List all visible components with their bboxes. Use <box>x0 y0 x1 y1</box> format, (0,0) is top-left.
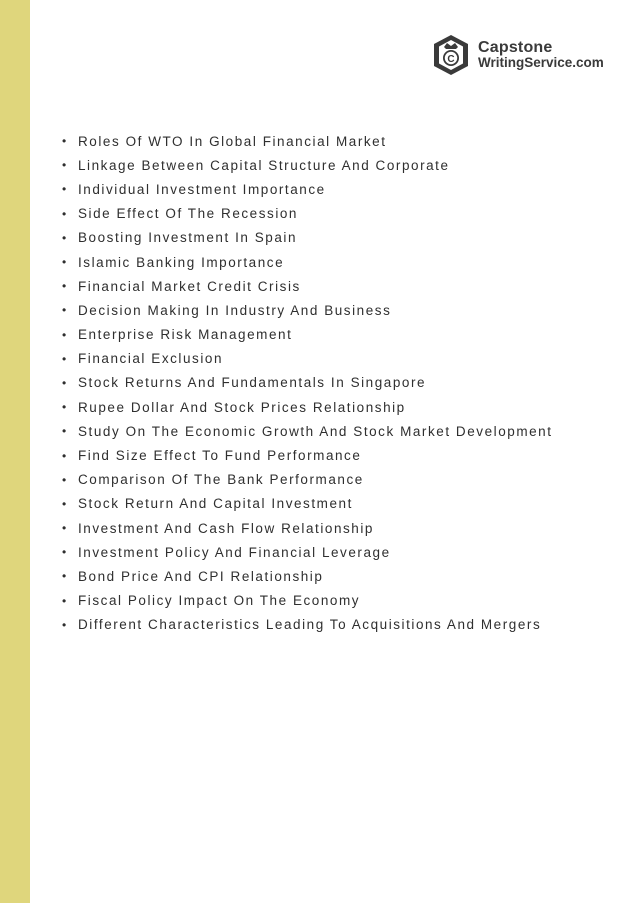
topic-list <box>62 129 553 637</box>
list-item-text: Investment And Cash Flow Relationship <box>78 520 374 536</box>
brand-logo <box>432 34 604 76</box>
list-item <box>62 371 553 395</box>
list-item-text: Decision Making In Industry And Business <box>78 302 392 318</box>
bullet-icon: • <box>62 327 67 342</box>
bullet-icon: • <box>62 472 67 487</box>
bullet-icon: • <box>62 182 67 197</box>
svg-text:C: C <box>447 54 455 65</box>
bullet-icon: • <box>62 593 67 608</box>
list-item-text: Different Characteristics Leading To Acquisitions And Mergers <box>78 617 542 633</box>
list-item-text: Stock Return And Capital Investment <box>78 496 353 512</box>
list-item-text: Islamic Banking Importance <box>78 254 285 270</box>
list-item <box>62 202 553 226</box>
side-stripe <box>0 0 30 903</box>
bullet-icon: • <box>62 496 67 511</box>
list-item-text: Boosting Investment In Spain <box>78 230 298 246</box>
list-item-text: Individual Investment Importance <box>78 181 326 197</box>
list-item-text: Linkage Between Capital Structure And Corporate <box>78 157 450 173</box>
list-item-text: Fiscal Policy Impact On The Economy <box>78 593 361 609</box>
bullet-icon: • <box>62 303 67 318</box>
list-item <box>62 492 553 516</box>
crest-c-icon <box>432 34 470 76</box>
bullet-icon: • <box>62 569 67 584</box>
list-item <box>62 298 553 322</box>
logo-domain: WritingService.com <box>478 55 604 71</box>
bullet-icon: • <box>62 448 67 463</box>
bullet-icon: • <box>62 230 67 245</box>
bullet-icon: • <box>62 279 67 294</box>
bullet-icon: • <box>62 545 67 560</box>
list-item <box>62 589 553 613</box>
list-item-text: Rupee Dollar And Stock Prices Relationship <box>78 399 406 415</box>
list-item <box>62 419 553 443</box>
list-item-text: Find Size Effect To Fund Performance <box>78 448 362 464</box>
list-item <box>62 250 553 274</box>
list-item <box>62 395 553 419</box>
list-item <box>62 129 553 153</box>
bullet-icon: • <box>62 158 67 173</box>
bullet-icon: • <box>62 375 67 390</box>
bullet-icon: • <box>62 617 67 632</box>
bullet-icon: • <box>62 521 67 536</box>
list-item <box>62 468 553 492</box>
list-item <box>62 443 553 467</box>
list-item <box>62 564 553 588</box>
list-item-text: Study On The Economic Growth And Stock Market Development <box>78 423 553 439</box>
list-item <box>62 226 553 250</box>
list-item-text: Comparison Of The Bank Performance <box>78 472 364 488</box>
list-item-text: Bond Price And CPI Relationship <box>78 568 324 584</box>
list-item-text: Investment Policy And Financial Leverage <box>78 544 391 560</box>
list-item <box>62 274 553 298</box>
list-item-text: Roles Of WTO In Global Financial Market <box>78 133 387 149</box>
bullet-icon: • <box>62 351 67 366</box>
list-item <box>62 516 553 540</box>
list-item-text: Enterprise Risk Management <box>78 327 293 343</box>
list-item-text: Financial Exclusion <box>78 351 224 367</box>
list-item <box>62 153 553 177</box>
logo-name: Capstone <box>478 38 553 56</box>
list-item-text: Side Effect Of The Recession <box>78 206 298 222</box>
bullet-icon: • <box>62 206 67 221</box>
list-item <box>62 540 553 564</box>
list-item <box>62 613 553 637</box>
list-item-text: Financial Market Credit Crisis <box>78 278 301 294</box>
list-item <box>62 323 553 347</box>
list-item-text: Stock Returns And Fundamentals In Singapore <box>78 375 427 391</box>
list-item <box>62 347 553 371</box>
list-item <box>62 177 553 201</box>
bullet-icon: • <box>62 134 67 149</box>
bullet-icon: • <box>62 255 67 270</box>
bullet-icon: • <box>62 424 67 439</box>
bullet-icon: • <box>62 400 67 415</box>
